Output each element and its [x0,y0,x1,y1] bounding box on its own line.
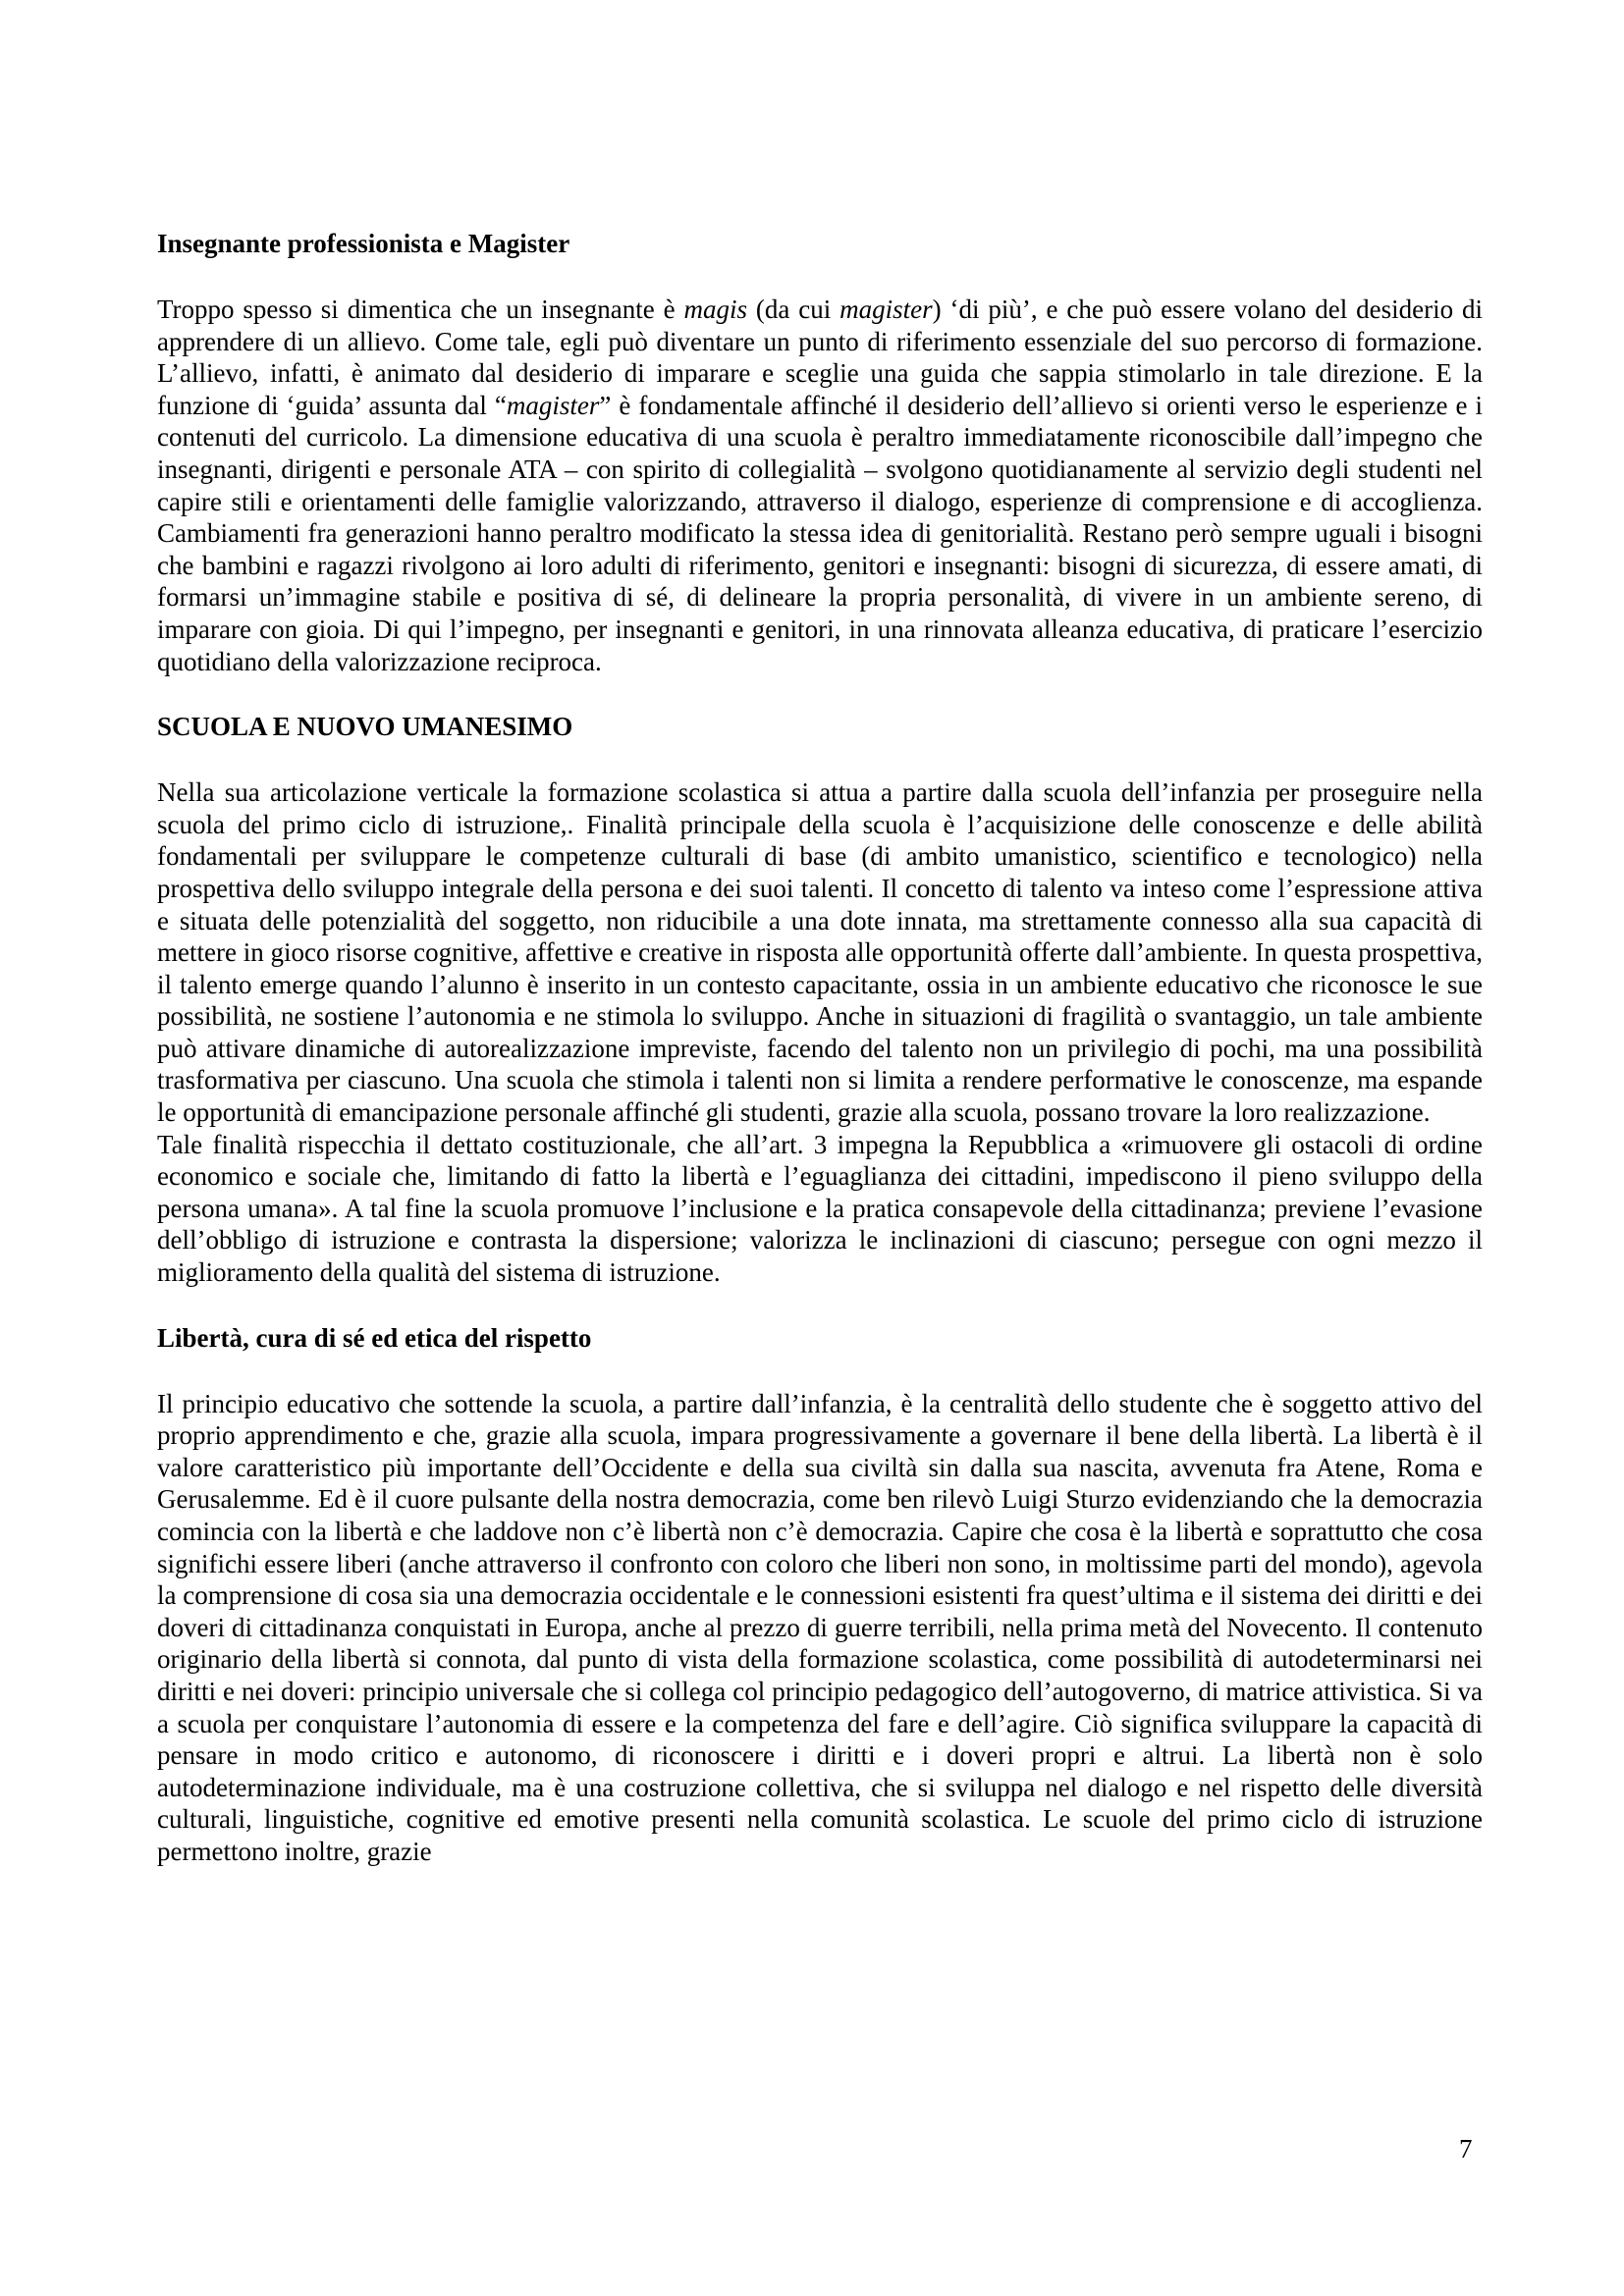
section-heading-liberta: Libertà, cura di sé ed etica del rispetto [157,1322,592,1353]
document-page [157,228,1483,1868]
section-heading-umanesimo: SCUOLA E NUOVO UMANESIMO [157,712,573,742]
paragraph-liberta: Il principio educativo che sottende la scuola, a partire dall’infanzia, è la centralità dello studente che è soggetto attivo del proprio apprendimento e che, grazie alla scuola, impara progressivamente a governare il bene della libertà. La libertà è il valore caratteristico più importante dell’Occidente e della sua civiltà sin dalla sua nascita, avvenuta fra Atene, Roma e Gerusalemme. Ed è il cuore pulsante della nostra democrazia, come ben rilevò Luigi Sturzo evidenziando che la democrazia comincia con la libertà e che laddove non c’è libertà non c’è democrazia. Capire che cosa è la libertà e soprattutto che cosa significhi essere liberi (anche attraverso il confronto con coloro che liberi non sono, in moltissime parti del mondo), agevola la comprensione di cosa sia una democrazia occidentale e le connessioni esistenti fra quest’ultima e il sistema dei diritti e dei doveri di cittadinanza conquistati in Europa, anche al prezzo di guerre terribili, nella prima metà del Novecento. Il contenuto originario della libertà si connota, dal punto di vista della formazione scolastica, come possibilità di autodeterminarsi nei diritti e nei doveri: principio universale che si collega col principio pedagogico dell’autogoverno, di matrice attivistica. Si va a scuola per conquistare l’autonomia di essere e la competenza del fare e dell’agire. Ciò significa sviluppare la capacità di pensare in modo critico e autonomo, di riconoscere i diritti e i doveri propri e altrui. La libertà non è solo autodeterminazione individuale, ma è una costruzione collettiva, che si sviluppa nel dialogo e nel rispetto delle diversità culturali, linguistiche, cognitive ed emotive presenti nella comunità scolastica. Le scuole del primo ciclo di istruzione permettono inoltre, grazie [157,1388,1483,1866]
section-heading-magister: Insegnante professionista e Magister [157,229,570,258]
paragraph-umanesimo-1: Nella sua articolazione verticale la formazione scolastica si attua a partire dalla scuola dell’infanzia per proseguire nella scuola del primo ciclo di istruzione,. Finalità principale della scuola è l’acquisizione delle conoscenze e delle abilità fondamentali per sviluppare le competenze culturali di base (di ambito umanistico, scientifico e tecnologico) nella prospettiva dello sviluppo integrale della persona e dei suoi talenti. Il concetto di talento va inteso come l’espressione attiva e situata delle potenzialità del soggetto, non riducibile a una dote innata, ma strettamente connesso alla sua capacità di mettere in gioco risorse cognitive, affettive e creative in risposta alle opportunità offerte dall’ambiente. In questa prospettiva, il talento emerge quando l’alunno è inserito in un contesto capacitante, ossia in un ambiente educativo che riconosce le sue possibilità, ne sostiene l’autonomia e ne stimola lo sviluppo. Anche in situazioni di fragilità o svantaggio, un tale ambiente può attivare dinamiche di autorealizzazione impreviste, facendo del talento non un privilegio di pochi, ma una possibilità trasformativa per ciascuno. Una scuola che stimola i talenti non si limita a rendere performative le conoscenze, ma espande le opportunità di emancipazione personale affinché gli studenti, grazie alla scuola, possano trovare la loro realizzazione. [157,777,1483,1128]
page-number: 7 [1459,2134,1473,2163]
paragraph-magister: Troppo spesso si dimentica che un insegnante è magis (da cui magister) ‘di più’, e che può essere volano del desiderio di apprendere di un allievo. Come tale, egli può diventare un punto di riferimento essenziale del suo percorso di formazione. L’allievo, infatti, è animato dal desiderio di imparare e sceglie una guida che sappia stimolarlo in tale direzione. E la funzione di ‘guida’ assunta dal “magister” è fondamentale affinché il desiderio dell’allievo si orienti verso le esperienze e i contenuti del curricolo. La dimensione educativa di una scuola è peraltro immediatamente riconoscibile dall’impegno che insegnanti, dirigenti e personale ATA – con spirito di collegialità – svolgono quotidianamente al servizio degli studenti nel capire stili e orientamenti delle famiglie valorizzando, attraverso il dialogo, esperienze di comprensione e di accoglienza. Cambiamenti fra generazioni hanno peraltro modificato la stessa idea di genitorialità. Restano però sempre uguali i bisogni che bambini e ragazzi rivolgono ai loro adulti di riferimento, genitori e insegnanti: bisogni di sicurezza, di essere amati, di formarsi un’immagine stabile e positiva di sé, di delineare la propria personalità, di vivere in un ambiente sereno, di imparare con gioia. Di qui l’impegno, per insegnanti e genitori, in una rinnovata alleanza educativa, di praticare l’esercizio quotidiano della valorizzazione reciproca. [157,294,1484,676]
italic-term: magister [839,294,933,324]
italic-term: magister [506,390,600,420]
italic-term: magis [683,294,747,324]
paragraph-umanesimo-2: Tale finalità rispecchia il dettato costituzionale, che all’art. 3 impegna la Repubblica a «rimuovere gli ostacoli di ordine economico e sociale che, limitando di fatto la libertà e l’eguaglianza dei cittadini, impediscono il pieno sviluppo della persona umana». A tal fine la scuola promuove l’inclusione e la pratica consapevole della cittadinanza; previene l’evasione dell’obbligo di istruzione e contrasta la dispersione; valorizza le inclinazioni di ciascuno; persegue con ogni mezzo il miglioramento della qualità del sistema di istruzione. [157,1129,1483,1288]
